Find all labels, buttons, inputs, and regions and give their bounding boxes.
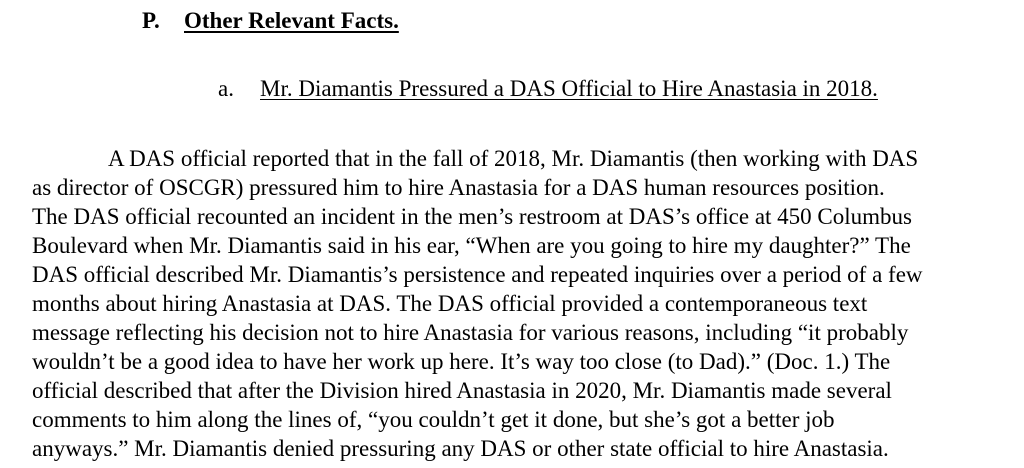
subsection-letter: a.: [218, 76, 234, 101]
paragraph-line: Boulevard when Mr. Diamantis said in his ear, “When are you going to hire my daughter?” The: [32, 233, 911, 258]
subsection-heading: [218, 76, 878, 102]
paragraph-line: comments to him along the lines of, “you couldn’t get it done, but she’s got a better job: [32, 407, 835, 432]
paragraph-line: DAS official described Mr. Diamantis’s persistence and repeated inquiries over a period of a few: [32, 262, 923, 287]
subsection-title: Mr. Diamantis Pressured a DAS Official to Hire Anastasia in 2018.: [260, 76, 878, 101]
paragraph-line: months about hiring Anastasia at DAS. The DAS official provided a contemporaneous text: [32, 291, 868, 316]
section-letter: P.: [142, 8, 160, 33]
paragraph-line: A DAS official reported that in the fall of 2018, Mr. Diamantis (then working with DAS: [108, 146, 919, 171]
paragraph-line: The DAS official recounted an incident in the men’s restroom at DAS’s office at 450 Columbus: [32, 204, 912, 229]
paragraph-line: anyways.” Mr. Diamantis denied pressuring any DAS or other state official to hire Anastasia.: [32, 436, 889, 461]
paragraph-line: message reflecting his decision not to hire Anastasia for various reasons, including “it probably: [32, 320, 909, 345]
section-title: Other Relevant Facts.: [184, 8, 399, 33]
paragraph-line: as director of OSCGR) pressured him to hire Anastasia for a DAS human resources position.: [32, 175, 885, 200]
body-paragraph: [32, 144, 1004, 463]
paragraph-line: wouldn’t be a good idea to have her work up here. It’s way too close (to Dad).” (Doc. 1.) The: [32, 349, 891, 374]
paragraph-line: official described that after the Division hired Anastasia in 2020, Mr. Diamantis made several: [32, 378, 892, 403]
section-heading: [142, 8, 399, 34]
